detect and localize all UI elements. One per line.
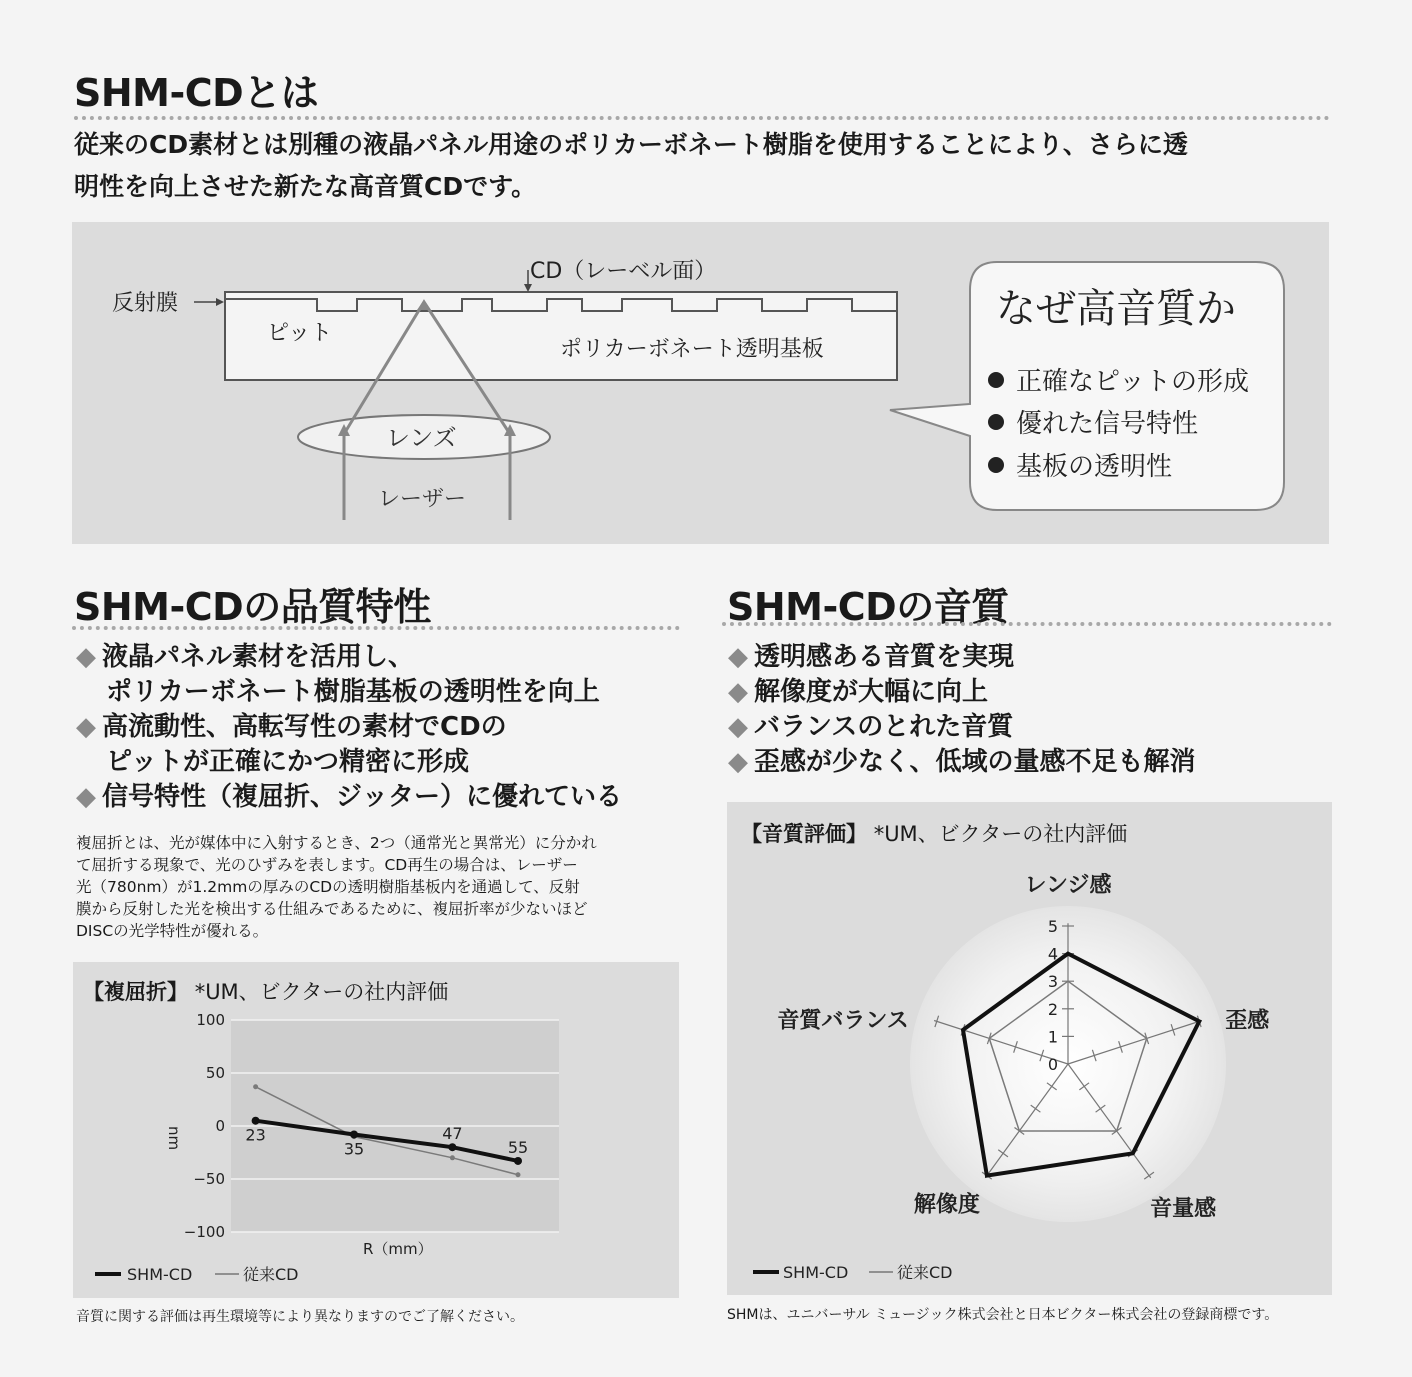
- data-point: [350, 1130, 358, 1138]
- y-tick-label: 0: [215, 1117, 225, 1135]
- sound-bullet-1: ◆ 透明感ある音質を実現: [728, 642, 1015, 672]
- data-point: [252, 1117, 260, 1125]
- diamond-icon: ◆: [728, 677, 748, 707]
- bubble-bullet-2: [988, 414, 1004, 430]
- data-point: [450, 1155, 455, 1160]
- diamond-icon: ◆: [728, 642, 748, 672]
- data-point: [448, 1143, 456, 1151]
- radar-axis-label: 解像度: [913, 1192, 980, 1218]
- sound-rating-title: 【音質評価】: [741, 822, 867, 846]
- legend-label-conv: 従来CD: [243, 1265, 299, 1284]
- page-title: SHM-CDとは: [74, 71, 319, 115]
- birefringence-note: 複屈折とは、光が媒体中に入射するとき、2つ（通常光と異常光）に分かれ て屈折する現象で、光のひずみを表します。CD再生の場合は、レーザー 光（780nm）が1.2mmの厚みのCDの透明樹脂基板内を通過して、反射 膜から反射した光を検出する仕組みであるために、複屈折率が少ないほど DISCの光学特性が優れる。: [76, 834, 597, 940]
- sound-bullet-4: ◆ 歪感が少なく、低域の量感不足も解消: [728, 747, 1196, 777]
- birefringence-chart: [73, 962, 679, 1298]
- quality-divider: [72, 626, 680, 630]
- x-value-label: 35: [343, 1139, 365, 1159]
- label-pit: ピット: [267, 321, 333, 346]
- bubble-item-2: 優れた信号特性: [1016, 409, 1199, 439]
- label-lens: レンズ: [386, 424, 457, 452]
- intro-lead-line1: 従来のCD素材とは別種の液晶パネル用途のポリカーボネート樹脂を使用することにより、さらに透: [74, 130, 1188, 159]
- intro-lead: [74, 124, 1188, 208]
- radial-tick-label: 3: [1047, 972, 1058, 992]
- cd-structure-diagram: [72, 222, 1329, 544]
- x-value-label: 23: [245, 1125, 266, 1145]
- quality-bullet-1: ◆ 液晶パネル素材を活用し、 ポリカーボネート樹脂基板の透明性を向上: [76, 642, 600, 707]
- quality-title: SHM-CDの品質特性: [74, 585, 431, 629]
- birefringence-chart-title: 【複屈折】: [83, 980, 188, 1004]
- birefringence-chart-subtitle: *UM、ビクターの社内評価: [194, 980, 449, 1004]
- sound-rating-subtitle: *UM、ビクターの社内評価: [873, 822, 1128, 846]
- diamond-icon: ◆: [728, 747, 748, 777]
- birefringence-chart-panel: [73, 962, 679, 1298]
- radial-tick-label: 5: [1047, 917, 1058, 936]
- x-axis-label: R（mm）: [363, 1240, 433, 1258]
- label-film: 反射膜: [112, 291, 179, 316]
- legend-label-conv: 従来CD: [897, 1263, 953, 1282]
- diamond-icon: ◆: [76, 782, 96, 812]
- sound-bullet-3: ◆ バランスのとれた音質: [728, 712, 1014, 742]
- sound-rating-panel: [727, 802, 1332, 1295]
- bubble-bullet-3: [988, 457, 1004, 473]
- quality-footnote: 音質に関する評価は再生環境等により異なりますのでご了解ください。: [76, 1309, 524, 1325]
- bubble-item-1: 正確なピットの形成: [1016, 367, 1249, 397]
- radial-tick-label: 0: [1047, 1055, 1058, 1074]
- y-axis-label: nm: [165, 1126, 183, 1151]
- sound-divider: [722, 622, 1332, 626]
- legend-label-shm: SHM-CD: [783, 1263, 849, 1282]
- x-value-label: 47: [442, 1124, 463, 1144]
- cd-structure-panel: [72, 222, 1329, 544]
- radar-axis-label: 歪感: [1225, 1008, 1270, 1034]
- bubble-title: なぜ高音質か: [996, 286, 1236, 332]
- label-laser: レーザー: [378, 487, 467, 512]
- bubble-item-3: 基板の透明性: [1016, 452, 1173, 482]
- y-tick-label: 50: [205, 1064, 225, 1082]
- y-tick-label: −50: [193, 1170, 225, 1188]
- radial-tick-label: 4: [1047, 944, 1058, 964]
- sound-bullets: [728, 640, 1328, 780]
- quality-bullet-2: ◆ 高流動性、高転写性の素材でCDの ピットが正確にかつ精密に形成: [76, 712, 507, 777]
- x-value-label: 55: [507, 1137, 529, 1157]
- y-tick-label: −100: [183, 1223, 225, 1241]
- quality-bullet-3: ◆ 信号特性（複屈折、ジッター）に優れている: [76, 782, 623, 812]
- sound-title: SHM-CDの音質: [727, 585, 1009, 629]
- data-point: [516, 1172, 521, 1177]
- sound-bullet-2: ◆ 解像度が大幅に向上: [728, 677, 989, 707]
- radar-axis-label: 音質バランス: [777, 1008, 909, 1034]
- diamond-icon: ◆: [76, 642, 96, 672]
- radial-tick-label: 1: [1047, 1027, 1058, 1047]
- radar-legend: [753, 1263, 953, 1282]
- quality-bullets: [76, 640, 686, 815]
- radar-axis-label: レンジ感: [1024, 873, 1112, 898]
- birefringence-legend: [95, 1265, 299, 1284]
- intro-lead-line2: 明性を向上させた新たな高音質CDです。: [74, 172, 537, 201]
- legend-label-shm: SHM-CD: [127, 1265, 193, 1284]
- data-point: [253, 1084, 258, 1089]
- diamond-icon: ◆: [728, 712, 748, 742]
- bubble-bullet-1: [988, 372, 1004, 388]
- y-tick-label: 100: [196, 1011, 225, 1029]
- title-divider: [74, 116, 1330, 120]
- label-substrate: ポリカーボネート透明基板: [560, 337, 824, 362]
- data-point: [514, 1157, 522, 1165]
- label-top: CD（レーベル面）: [530, 259, 717, 284]
- radar-axis-label: 音量感: [1150, 1196, 1217, 1222]
- diamond-icon: ◆: [76, 712, 96, 742]
- sound-rating-chart: [727, 802, 1332, 1295]
- radial-tick-label: 2: [1047, 999, 1058, 1019]
- sound-footnote: SHMは、ユニバーサル ミュージック株式会社と日本ビクター株式会社の登録商標です。: [727, 1307, 1279, 1323]
